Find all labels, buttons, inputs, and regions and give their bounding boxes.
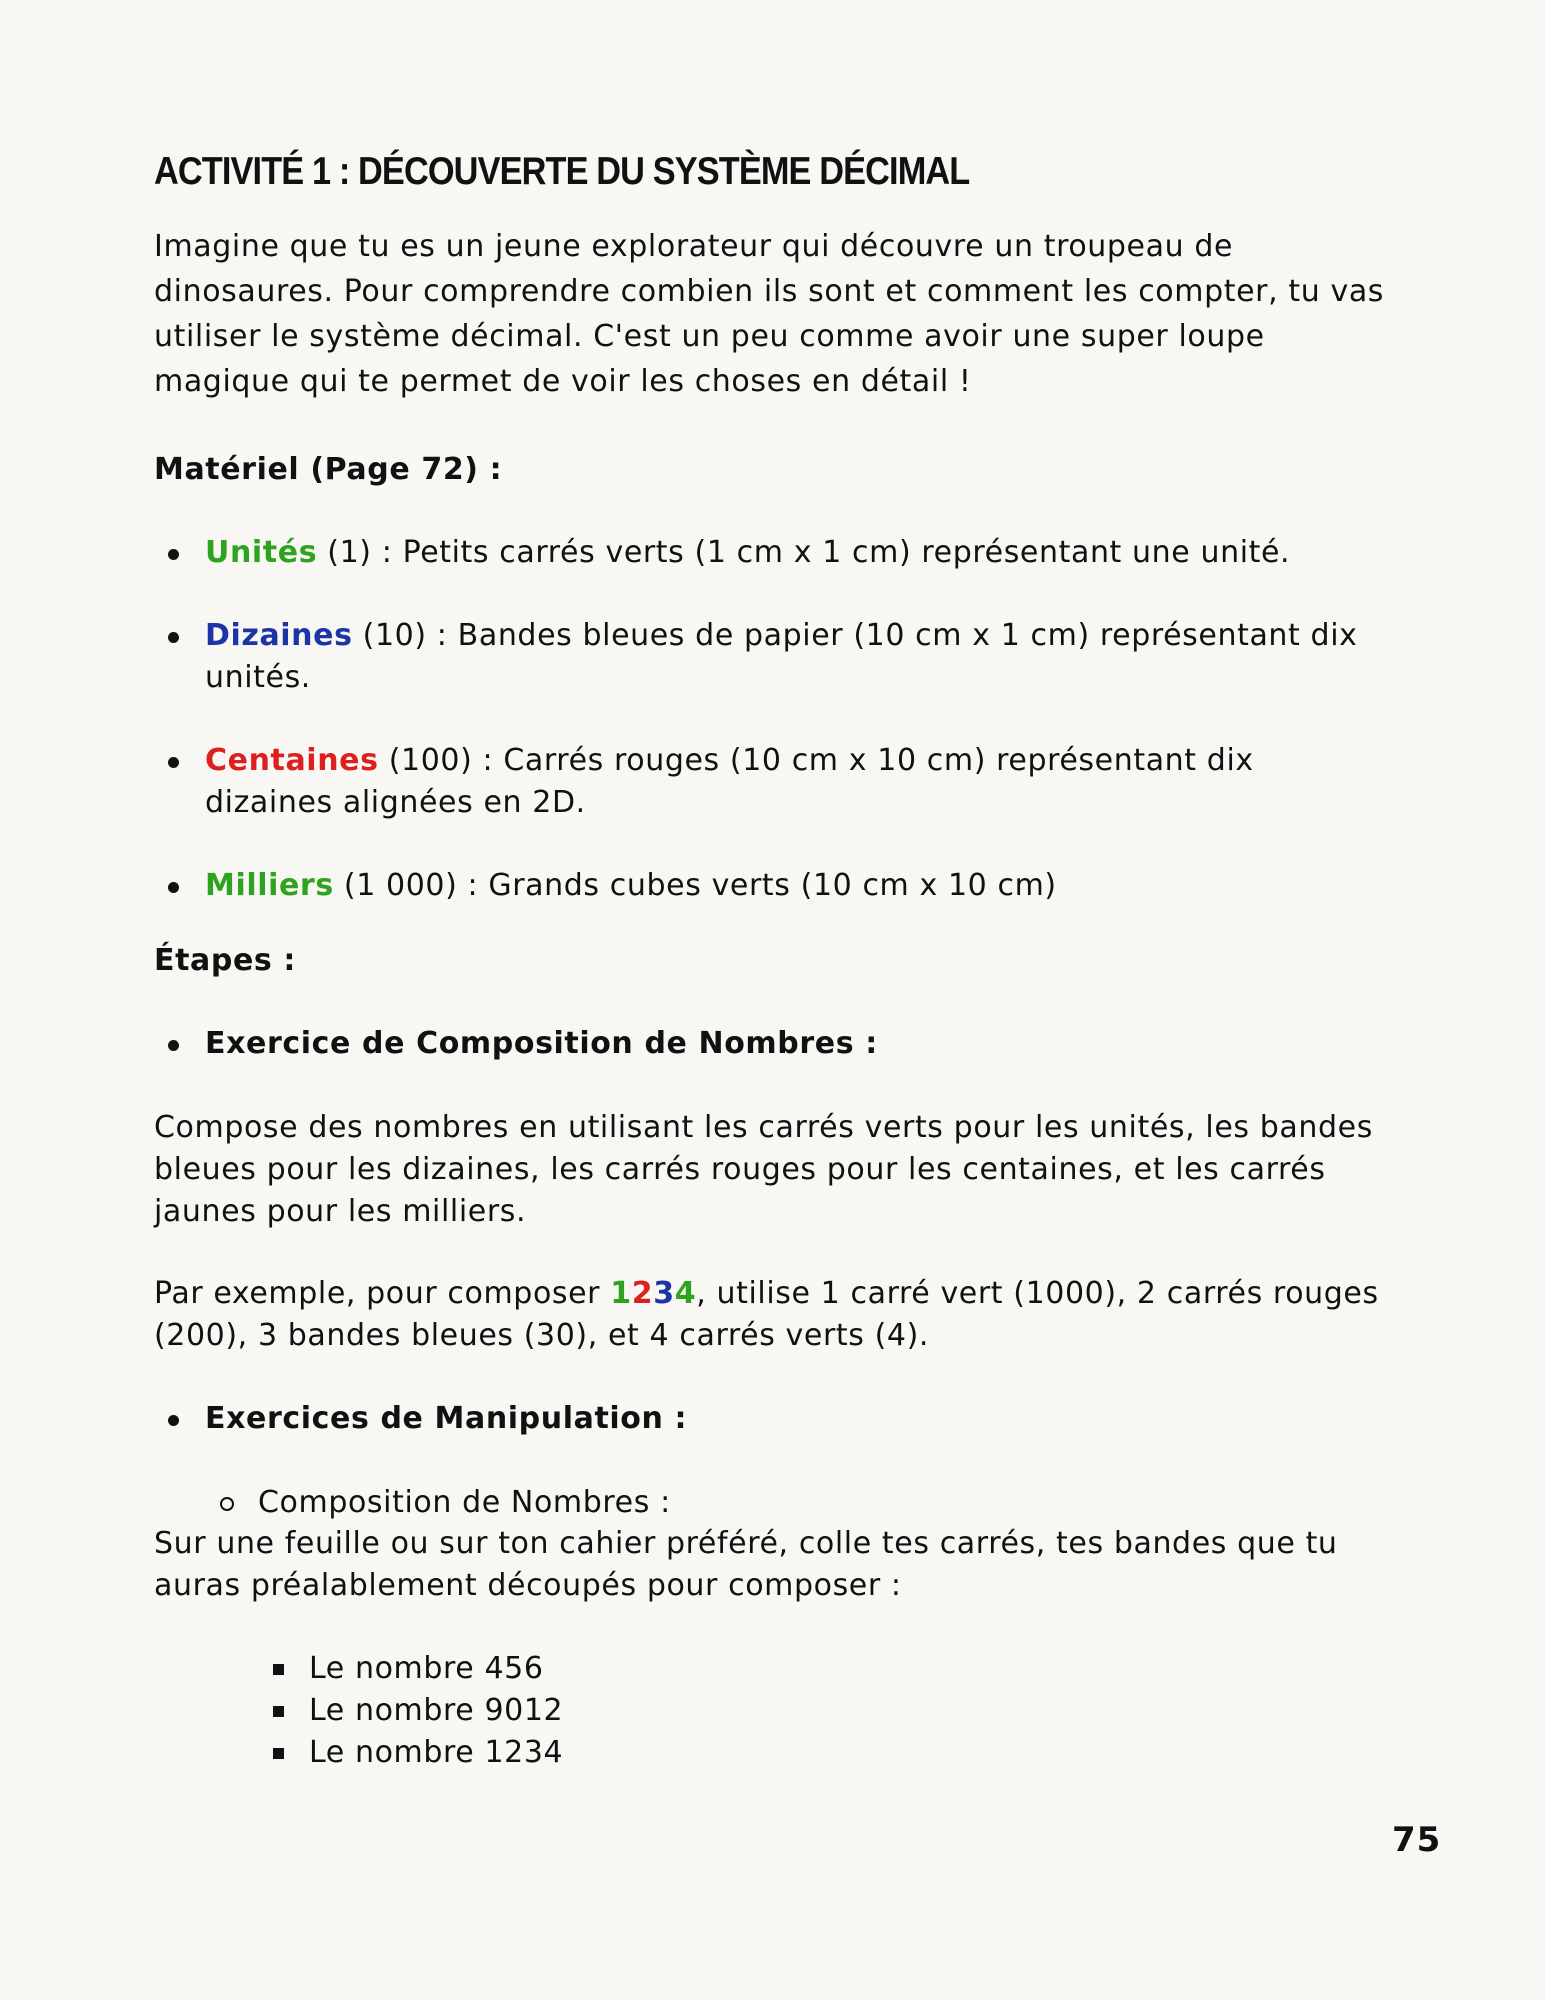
term-unites: Unités (205, 535, 318, 570)
example-digit-4: 4 (674, 1276, 697, 1311)
bullet-dot (168, 632, 179, 643)
example-paragraph (154, 1273, 1404, 1357)
term-centaines: Centaines (205, 743, 379, 778)
page-number: 75 (1392, 1820, 1442, 1860)
list-item: Le nombre 9012 (154, 1690, 563, 1732)
example-text-before: Par exemple, pour composer (154, 1276, 611, 1311)
desc-unites: Petits carrés verts (1 cm x 1 cm) représentant une unité. (402, 535, 1291, 570)
square-bullet (273, 1748, 284, 1759)
value-centaines: (100) : (378, 743, 504, 778)
intro-paragraph: Imagine que tu es un jeune explorateur qui découvre un troupeau de dinosaures. Pour comprendre combien ils sont et comment les compter, tu vas utiliser le système décimal. C'est un peu comme avoir une super loupe magique qui te permet de voir les choses en détail ! (154, 229, 1385, 399)
exercise-composition-label: Exercice de Composition de Nombres : (205, 1026, 878, 1061)
bullet-dot (168, 1040, 179, 1051)
document-page (154, 0, 1404, 2000)
composition-paragraph: Compose des nombres en utilisant les carrés verts pour les unités, les bandes bleues pour les dizaines, les carrés rouges pour les centaines, et les carrés jaunes pour les milliers. (154, 1110, 1373, 1229)
square-bullet (273, 1706, 284, 1717)
number-list (154, 1648, 563, 1774)
list-item: Le nombre 1234 (154, 1732, 563, 1774)
etapes-heading: Étapes : (154, 943, 296, 978)
exercise-manipulation-label: Exercices de Manipulation : (205, 1401, 688, 1436)
exercise-composition-bullet (154, 1023, 1384, 1065)
value-dizaines: (10) : (352, 618, 458, 653)
materiel-heading: Matériel (Page 72) : (154, 452, 503, 487)
desc-centaines: Carrés rouges (10 cm x 10 cm) représentant dix dizaines alignées en 2D. (205, 743, 1254, 820)
materiel-item-centaines (154, 740, 1384, 824)
bullet-dot (168, 882, 179, 893)
bullet-dot (168, 549, 179, 560)
bullet-dot (168, 757, 179, 768)
exercise-manipulation-bullet (154, 1398, 1384, 1440)
bullet-dot (168, 1415, 179, 1426)
square-bullet (273, 1664, 284, 1675)
example-digit-3: 3 (653, 1276, 675, 1311)
manipulation-instruction: Sur une feuille ou sur ton cahier préféré, colle tes carrés, tes bandes que tu auras préalablement découpés pour composer : (154, 1526, 1338, 1603)
example-digit-2: 2 (631, 1276, 654, 1311)
desc-milliers: Grands cubes verts (10 cm x 10 cm) (488, 868, 1057, 903)
composition-sub-bullet (154, 1482, 1384, 1524)
materiel-item-dizaines (154, 615, 1384, 699)
list-item: Le nombre 456 (154, 1648, 563, 1690)
term-milliers: Milliers (205, 868, 334, 903)
materiel-item-unites (154, 532, 1384, 574)
materiel-item-milliers (154, 865, 1384, 907)
value-milliers: (1 000) : (333, 868, 489, 903)
activity-title: ACTIVITÉ 1 : DÉCOUVERTE DU SYSTÈME DÉCIMAL (154, 150, 970, 193)
value-unites: (1) : (317, 535, 403, 570)
example-text-after: , utilise 1 carré vert (1000), 2 carrés rouges (200), 3 bandes bleues (30), et 4 carrés verts (4). (154, 1276, 1379, 1353)
circle-bullet (220, 1497, 234, 1511)
term-dizaines: Dizaines (205, 618, 353, 653)
composition-sub-label: Composition de Nombres : (258, 1485, 671, 1520)
desc-dizaines: Bandes bleues de papier (10 cm x 1 cm) représentant dix unités. (205, 618, 1358, 695)
example-digit-1: 1 (610, 1276, 632, 1311)
